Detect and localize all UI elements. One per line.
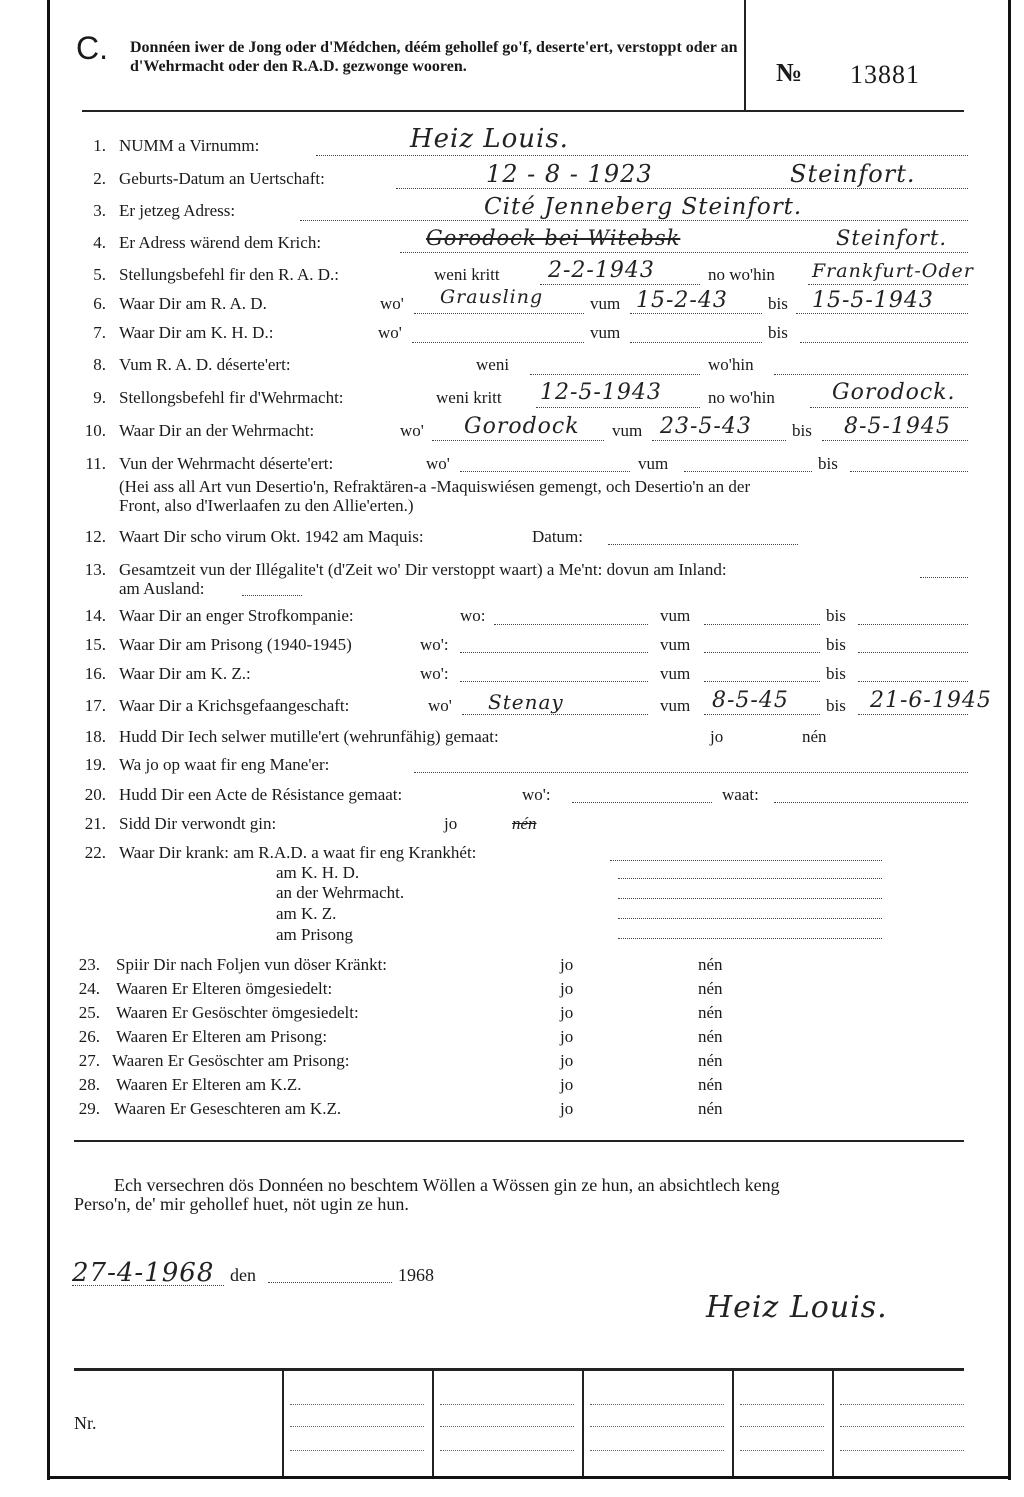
jo-option: jo [560, 1099, 574, 1118]
field-label: Hudd Dir een Acte de Résistance gemaat: [119, 785, 403, 804]
field-number: 7. [93, 323, 106, 342]
name-handwritten: Heiz Louis. [410, 124, 569, 154]
datum-label: Datum: [532, 527, 583, 546]
field-15-row [0, 635, 1024, 659]
den-line [268, 1282, 392, 1283]
nen-option: nén [698, 1003, 723, 1022]
field-number: 9. [93, 388, 106, 407]
field-label: Waaren Er Geseschteren am K.Z. [114, 1099, 342, 1118]
table-cell-line [840, 1426, 964, 1427]
field-number: 22. [84, 843, 106, 862]
nen-option: nén [698, 955, 723, 974]
birth-place-handwritten: Steinfort. [790, 160, 916, 188]
field-number: 11. [85, 454, 106, 473]
field-label: Vum R. A. D. déserte'ert: [119, 355, 291, 374]
field-13-ausland-label: am Ausland: [119, 579, 205, 598]
table-cell-line [840, 1404, 964, 1405]
field-17-wo-line [462, 714, 648, 715]
weni-label: weni kritt [434, 265, 500, 284]
wehrmacht-from-handwritten: 23-5-43 [660, 414, 752, 439]
field-8-row [0, 355, 1024, 379]
rad-to-handwritten: 15-5-1943 [812, 288, 934, 313]
field-number: 6. [93, 294, 106, 313]
nr-label: Nr. [74, 1413, 97, 1433]
wo-label: wo: [460, 606, 486, 625]
field-label: Waaren Er Elteren ömgesiedelt: [116, 979, 333, 998]
field-4-line [400, 252, 968, 253]
field-label: Waar Dir am Prisong (1940-1945) [119, 635, 352, 654]
vum-label: vum [638, 454, 669, 473]
vum-label: vum [590, 294, 621, 313]
field-7-wo-line [412, 342, 584, 343]
bis-label: bis [768, 294, 788, 313]
form-number: 13881 [850, 60, 920, 89]
field-label: Waar Dir krank: am R.A.D. a waat fir eng Krankhét: [119, 843, 477, 862]
field-label: NUMM a Virnumm: [119, 136, 260, 155]
declaration-line2: Perso'n, de' mir gehollef huet, nöt ugin ze hun. [74, 1194, 409, 1214]
wo-label: wo': [420, 635, 449, 654]
bis-label: bis [792, 421, 812, 440]
table-col-divider [832, 1370, 834, 1476]
field-label: Waar Dir a Krichsgefaangeschaft: [119, 696, 350, 715]
field-22-row [0, 843, 1024, 867]
field-number: 3. [93, 201, 106, 220]
field-20-row [0, 785, 1024, 809]
wo-label: wo' [378, 323, 402, 342]
weni-label: weni kritt [436, 388, 502, 407]
table-cell-line [290, 1404, 424, 1405]
field-19-row [0, 755, 1024, 779]
field-14-wo-line [494, 624, 648, 625]
table-cell-line [590, 1404, 724, 1405]
table-cell-line [590, 1450, 724, 1451]
field-10-wo-line [432, 440, 604, 441]
nen-option: nén [698, 1051, 723, 1070]
year-label: 1968 [398, 1265, 434, 1285]
signing-date-line [72, 1285, 224, 1286]
field-number: 18. [84, 727, 106, 746]
field-number: 29. [78, 1099, 100, 1118]
field-6-wo-line [414, 313, 584, 314]
rad-place-handwritten: Grausling [440, 286, 544, 308]
question-row [0, 1099, 1024, 1123]
form-border-bottom [47, 1476, 1011, 1479]
number-sign: № [776, 58, 803, 87]
field-3-line [300, 220, 968, 221]
table-col-divider [282, 1370, 284, 1476]
field-number: 8. [93, 355, 106, 374]
field-number: 14. [84, 606, 106, 625]
wohin-label: no wo'hin [708, 265, 775, 284]
question-row [0, 1051, 1024, 1075]
field-2-line [396, 188, 968, 189]
weni-label: weni [476, 355, 510, 374]
field-5-date-line [540, 284, 700, 285]
field-number: 21. [84, 814, 106, 833]
illness-prisong-line [618, 938, 882, 939]
table-cell-line [740, 1426, 824, 1427]
jo-option: jo [560, 1075, 574, 1094]
field-number: 1. [93, 136, 106, 155]
table-cell-line [740, 1404, 824, 1405]
field-7-row [0, 323, 1024, 347]
wo-label: wo': [420, 664, 449, 683]
wo-label: wo' [380, 294, 404, 313]
field-number: 4. [93, 233, 106, 252]
field-18-row [0, 727, 1024, 751]
nen-option-struck: nén [512, 814, 537, 833]
header-divider [744, 0, 746, 112]
field-11-wo-line [460, 471, 630, 472]
field-label: Er jetzeg Adress: [119, 201, 236, 220]
table-top-rule [74, 1368, 964, 1371]
field-11-bis-line [850, 471, 968, 472]
field-5-place-line [808, 284, 968, 285]
field-7-bis-line [800, 342, 968, 343]
field-label: Waaren Er Elteren am K.Z. [116, 1075, 302, 1094]
pow-place-handwritten: Stenay [488, 690, 564, 714]
field-12-row [0, 527, 1024, 551]
jo-option: jo [560, 1027, 574, 1046]
section-letter: C. [76, 30, 108, 66]
field-15-bis-line [858, 652, 968, 653]
field-label: Waar Dir am R. A. D. [119, 294, 267, 313]
field-9-place-line [810, 407, 968, 408]
question-row [0, 1003, 1024, 1027]
field-label: Waar Dir am K. Z.: [119, 664, 251, 683]
field-number: 15. [84, 635, 106, 654]
illness-kz-line [618, 918, 882, 919]
address-handwritten: Cité Jenneberg Steinfort. [484, 194, 803, 220]
field-17-bis-line [858, 714, 968, 715]
field-number: 16. [84, 664, 106, 683]
field-number: 20. [84, 785, 106, 804]
nen-option: nén [698, 1099, 723, 1118]
field-number: 23. [78, 955, 100, 974]
table-cell-line [440, 1404, 574, 1405]
field-9-date-line [536, 407, 700, 408]
bis-label: bis [818, 454, 838, 473]
field-11-row [0, 454, 1024, 478]
desertion-note-line2: Front, also d'Iwerlaafen zu den Allie'erten.) [119, 496, 414, 515]
question-row [0, 955, 1024, 979]
field-label: Stellongsbefehl fir d'Wehrmacht: [119, 388, 344, 407]
field-16-vum-line [704, 681, 820, 682]
wehrmacht-place-handwritten: Gorodock [464, 414, 580, 439]
field-number: 24. [78, 979, 100, 998]
field-number: 27. [78, 1051, 100, 1070]
field-13-inland-line [920, 577, 968, 578]
rad-order-date-handwritten: 2-2-1943 [548, 258, 655, 283]
field-label: Waaren Er Gesöschter ömgesiedelt: [116, 1003, 359, 1022]
field-10-bis-line [822, 440, 968, 441]
field-label: Hudd Dir Iech selwer mutille'ert (wehrunfähig) gemaat: [119, 727, 499, 746]
war-address-handwritten: Steinfort. [836, 226, 948, 250]
bis-label: bis [826, 606, 846, 625]
field-label: Waar Dir an der Wehrmacht: [119, 421, 315, 440]
nen-option: nén [802, 727, 827, 746]
field-number: 25. [78, 1003, 100, 1022]
rad-order-place-handwritten: Frankfurt-Oder [812, 260, 974, 282]
form-heading: Donnéen iwer de Jong oder d'Médchen, déém gehollef go'f, deserte'ert, verstoppt oder an d'Wehrmacht oder den R.A.D. gezwonge wooren. [130, 39, 738, 75]
vum-label: vum [660, 696, 691, 715]
den-label: den [230, 1265, 256, 1285]
field-label: Stellungsbefehl fir den R. A. D.: [119, 265, 340, 284]
illness-prisong-label: am Prisong [276, 925, 353, 944]
nen-option: nén [698, 1075, 723, 1094]
field-number: 10. [84, 421, 106, 440]
wo-label: wo' [428, 696, 452, 715]
field-number: 28. [78, 1075, 100, 1094]
table-col-divider [582, 1370, 584, 1476]
field-label: Waar Dir am K. H. D.: [119, 323, 274, 342]
signing-date-handwritten: 27-4-1968 [72, 1258, 215, 1288]
field-6-bis-line [796, 313, 968, 314]
field-number: 2. [93, 169, 106, 188]
bis-label: bis [826, 696, 846, 715]
table-cell-line [740, 1450, 824, 1451]
table-col-divider [432, 1370, 434, 1476]
field-1-line [316, 155, 968, 156]
illness-wehrmacht-line [618, 898, 882, 899]
field-7-vum-line [630, 342, 762, 343]
bis-label: bis [826, 664, 846, 683]
wehrmacht-to-handwritten: 8-5-1945 [844, 414, 951, 439]
table-cell-line [590, 1426, 724, 1427]
declaration-line1: Ech versechren dös Donnéen no beschtem Wöllen a Wössen gin ze hun, an absichtlech keng [114, 1175, 780, 1195]
jo-option: jo [710, 727, 724, 746]
field-number: 12. [84, 527, 106, 546]
field-13-ausland-line [242, 595, 302, 596]
table-cell-line [290, 1450, 424, 1451]
field-label: Wa jo op waat fir eng Mane'er: [119, 755, 330, 774]
field-16-bis-line [858, 681, 968, 682]
header-rule [82, 110, 964, 112]
illness-wehrmacht-label: an der Wehrmacht. [276, 883, 405, 902]
field-number: 17. [84, 696, 106, 715]
field-8-wohin-line [774, 374, 968, 375]
field-number: 26. [78, 1027, 100, 1046]
jo-option: jo [560, 955, 574, 974]
field-14-row [0, 606, 1024, 630]
field-14-bis-line [858, 624, 968, 625]
field-label: Waaren Er Elteren am Prisong: [116, 1027, 328, 1046]
field-number: 19. [84, 755, 106, 774]
birth-date-handwritten: 12 - 8 - 1923 [486, 160, 653, 188]
signature: Heiz Louis. [706, 1290, 888, 1325]
field-16-wo-line [460, 681, 648, 682]
field-11-vum-line [684, 471, 812, 472]
field-20-waat-line [774, 802, 968, 803]
wo-label: wo' [426, 454, 450, 473]
field-21-row [0, 814, 1024, 838]
pow-to-handwritten: 21-6-1945 [870, 688, 992, 713]
vum-label: vum [660, 664, 691, 683]
illness-kz-label: am K. Z. [276, 904, 337, 923]
war-address-struck: Gorodock bei Witebsk [426, 226, 681, 250]
wohin-label: wo'hin [708, 355, 754, 374]
field-label: Waaren Er Gesöschter am Prisong: [112, 1051, 350, 1070]
field-10-vum-line [652, 440, 786, 441]
field-label: Vun der Wehrmacht déserte'ert: [119, 454, 334, 473]
jo-option: jo [560, 1051, 574, 1070]
field-label: Geburts-Datum an Uertschaft: [119, 169, 325, 188]
field-14-vum-line [704, 624, 820, 625]
wehrmacht-order-date-handwritten: 12-5-1943 [540, 380, 662, 405]
field-6-vum-line [630, 313, 762, 314]
field-15-wo-line [460, 652, 648, 653]
vum-label: vum [660, 635, 691, 654]
field-label: Spiir Dir nach Foljen vun döser Kränkt: [116, 955, 388, 974]
field-12-line [608, 544, 798, 545]
field-8-weni-line [530, 374, 700, 375]
field-label: Waar Dir an enger Strofkompanie: [119, 606, 354, 625]
bis-label: bis [768, 323, 788, 342]
waat-label: waat: [722, 785, 759, 804]
field-label: Sidd Dir verwondt gin: [119, 814, 277, 833]
question-row [0, 1027, 1024, 1051]
wo-label: wo' [400, 421, 424, 440]
field-22-line [610, 860, 882, 861]
field-17-vum-line [704, 714, 820, 715]
table-cell-line [290, 1426, 424, 1427]
illness-khd-line [618, 878, 882, 879]
field-label: Er Adress wärend dem Krich: [119, 233, 322, 252]
wehrmacht-order-place-handwritten: Gorodock. [832, 380, 956, 405]
field-number: 13. [84, 560, 106, 579]
rad-from-handwritten: 15-2-43 [636, 288, 728, 313]
field-number: 5. [93, 265, 106, 284]
field-label: Gesamtzeit vun der Illégalite't (d'Zeit wo' Dir verstoppt waart) a Me'nt: dovun am Inland: [119, 560, 727, 579]
wohin-label: no wo'hin [708, 388, 775, 407]
jo-option: jo [560, 1003, 574, 1022]
field-label: Waart Dir scho virum Okt. 1942 am Maquis: [119, 527, 424, 546]
jo-option: jo [560, 979, 574, 998]
question-row [0, 979, 1024, 1003]
bis-label: bis [826, 635, 846, 654]
nen-option: nén [698, 979, 723, 998]
field-19-line [414, 772, 968, 773]
vum-label: vum [590, 323, 621, 342]
illness-khd-label: am K. H. D. [276, 863, 360, 882]
field-20-wo-line [572, 802, 712, 803]
table-cell-line [440, 1426, 574, 1427]
field-16-row [0, 664, 1024, 688]
field-15-vum-line [704, 652, 820, 653]
vum-label: vum [612, 421, 643, 440]
nen-option: nén [698, 1027, 723, 1046]
desertion-note-line1: (Hei ass all Art vun Desertio'n, Refraktären-a -Maquiswiésen gemengt, och Desertio'n an der [119, 477, 751, 496]
jo-option: jo [444, 814, 458, 833]
table-cell-line [440, 1450, 574, 1451]
table-cell-line [840, 1450, 964, 1451]
section-rule [74, 1140, 964, 1142]
vum-label: vum [660, 606, 691, 625]
table-col-divider [732, 1370, 734, 1476]
question-row [0, 1075, 1024, 1099]
pow-from-handwritten: 8-5-45 [712, 688, 789, 713]
wo-label: wo': [522, 785, 551, 804]
